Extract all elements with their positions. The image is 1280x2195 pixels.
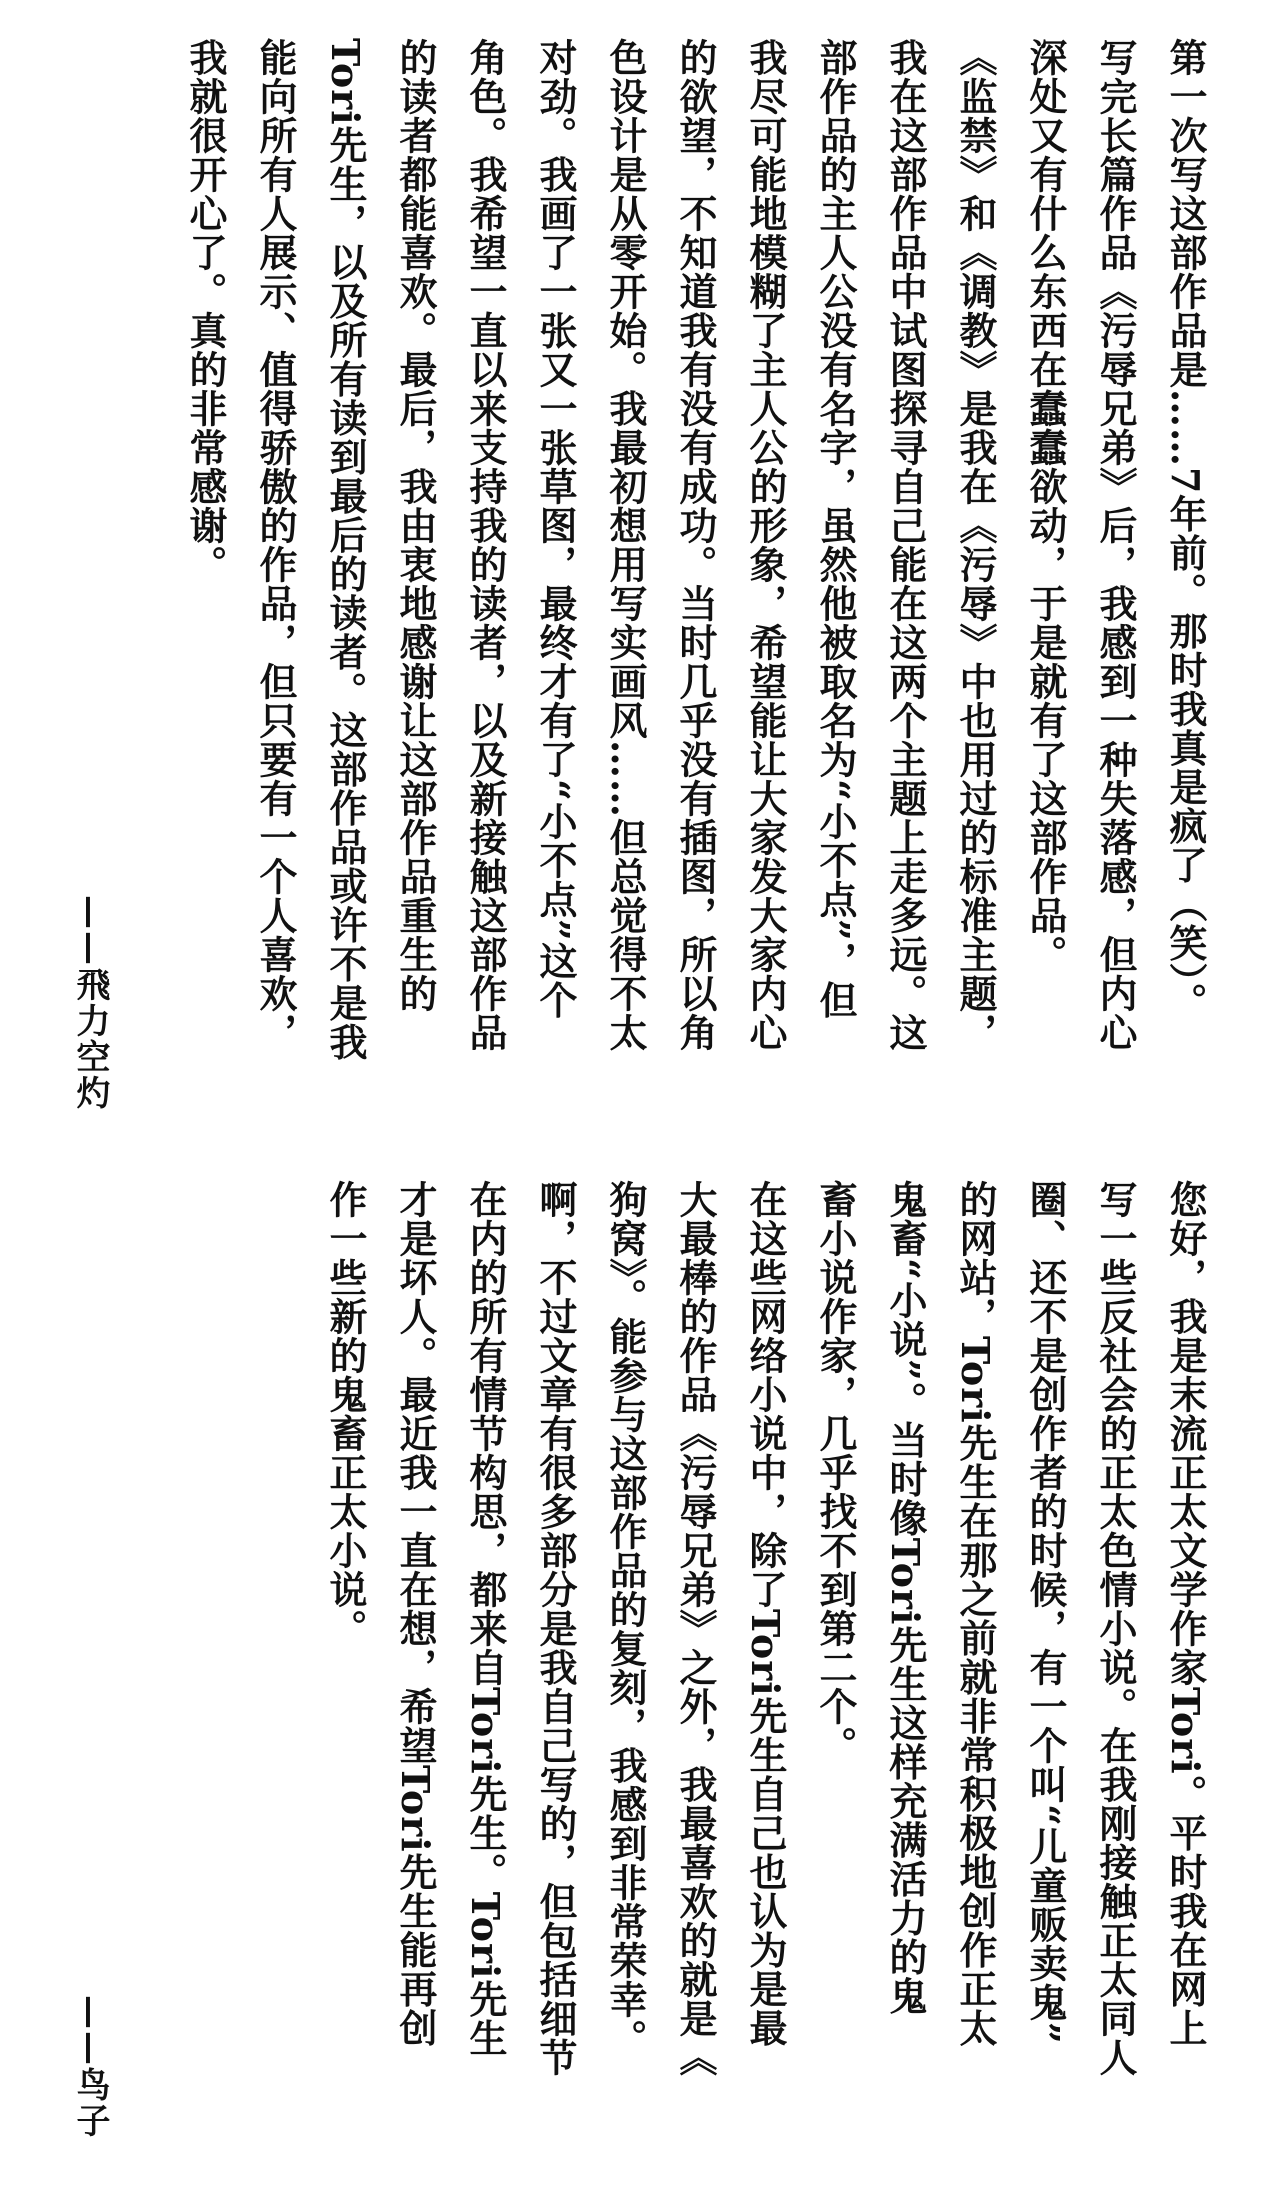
text-line: 我尽可能地模糊了主人公的形象，希望能让大家发大家内心 [743,38,788,1052]
text-line: 我在这部作品中试图探寻自己能在这两个主题上走多远。这 [883,38,928,1052]
text-line: 在这些网络小说中，除了Tori先生自己也认为是最 [743,1180,788,2048]
text-line: 您好，我是末流正太文学作家Tori。平时我在网上 [1163,1180,1208,2048]
author-afterword-text [155,38,1220,1098]
text-line: 的欲望，不知道我有没有成功。当时几乎没有插图，所以角 [673,38,718,1052]
text-line: 角色。我希望一直以来支持我的读者，以及新接触这部作品 [463,38,508,1052]
writer-signature: ——鸟子 [70,1995,110,2139]
text-line: 啊，不过文章有很多部分是我自己写的，但包括细节 [533,1180,578,2077]
text-line: 在内的所有情节构思，都来自Tori先生。Tori先生 [463,1180,508,2058]
author-signature: ——飛力空灼 [70,895,110,1111]
text-line: 作一些新的鬼畜正太小说。 [323,1180,368,1648]
text-line: 的网站，Tori先生在那之前就非常积极地创作正太 [953,1180,998,2048]
text-line: 第一次写这部作品是……7年前。那时我真是疯了（笑）。 [1163,38,1208,1022]
text-line: 对劲。我画了一张又一张草图，最终才有了“小不点”这个 [533,38,578,1020]
text-line: Tori先生，以及所有读到最后的读者。这部作品或许不是我 [323,38,368,1062]
text-line: 的读者都能喜欢。最后，我由衷地感谢让这部作品重生的 [393,38,438,1013]
text-line: 色设计是从零开始。我最初想用写实画风……但总觉得不太 [603,38,648,1052]
text-line: 写完长篇作品《污辱兄弟》后，我感到一种失落感，但内心 [1093,38,1138,1052]
text-line: 大最棒的作品《污辱兄弟》之外，我最喜欢的就是《 [673,1180,718,2077]
text-line: 我就很开心了。真的非常感谢。 [183,38,228,584]
text-line: 圈、还不是创作者的时候，有一个叫“儿童贩卖鬼” [1023,1180,1068,2045]
text-line: 能向所有人展示、值得骄傲的作品，但只要有一个人喜欢， [253,38,298,1052]
text-line: 写一些反社会的正太色情小说。在我刚接触正太同人 [1093,1180,1138,2077]
text-line: 才是坏人。最近我一直在想，希望Tori先生能再创 [393,1180,438,2048]
text-line: 深处又有什么东西在蠢蠢欲动，于是就有了这部作品。 [1023,38,1068,974]
text-line: 狗窝》。能参与这部作品的复刻，我感到非常荣幸。 [603,1180,648,2058]
text-line: 《监禁》和《调教》是我在《污辱》中也用过的标准主题， [953,38,998,1052]
text-line: 部作品的主人公没有名字，虽然他被取名为“小不点”，但 [813,38,858,1020]
text-line: 鬼畜“小说”。当时像Tori先生这样充满活力的鬼 [883,1180,928,2016]
text-line: 畜小说作家，几乎找不到第二个。 [813,1180,858,1765]
writer-afterword-text [323,1180,1220,2180]
